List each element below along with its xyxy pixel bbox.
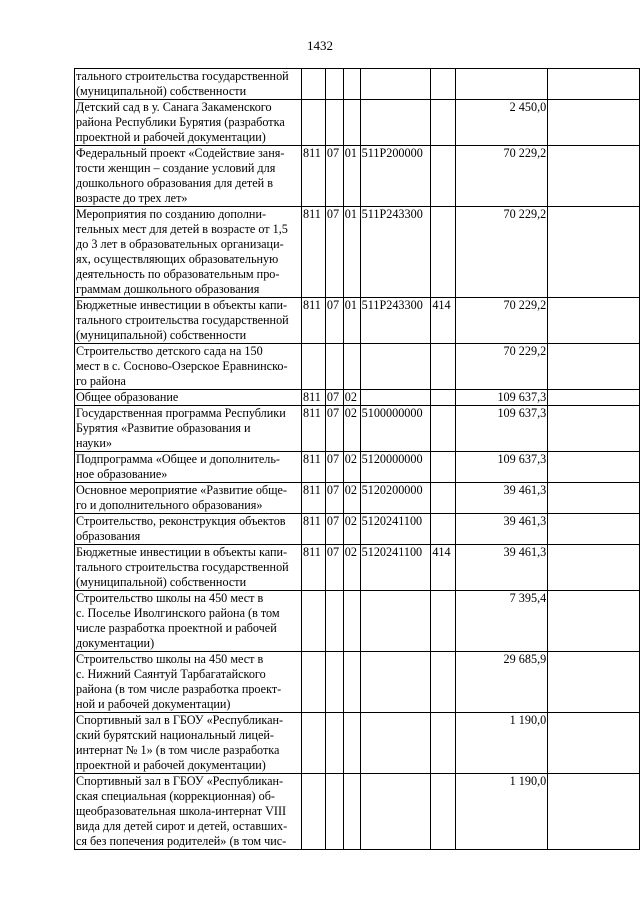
subsection-code-text: 02 xyxy=(344,406,357,420)
subsection-code-text: 02 xyxy=(344,545,357,559)
extra-column xyxy=(548,69,640,100)
extra-column xyxy=(548,100,640,146)
amount-text: 7 395,4 xyxy=(509,591,547,605)
amount xyxy=(456,100,548,146)
amount xyxy=(456,406,548,452)
section-code-text: 07 xyxy=(326,298,340,312)
section-code xyxy=(325,591,343,652)
subsection-code xyxy=(343,100,360,146)
grbs-code xyxy=(302,514,326,545)
amount-text: 39 461,3 xyxy=(503,545,547,559)
grbs-code xyxy=(302,483,326,514)
row-name xyxy=(75,298,302,344)
subsection-code-text: 01 xyxy=(344,146,357,160)
section-code xyxy=(325,344,343,390)
row-name-text: Бюджетные инвестиции в объекты капи- тального строительства государственной (муниципальной) собственности xyxy=(76,298,289,342)
expense-type-code xyxy=(431,483,456,514)
expense-type-code xyxy=(431,591,456,652)
subsection-code xyxy=(343,514,360,545)
table-row xyxy=(75,713,640,774)
extra-column xyxy=(548,207,640,298)
grbs-code-text: 811 xyxy=(303,545,321,559)
amount-text: 1 190,0 xyxy=(509,713,547,727)
amount-text: 39 461,3 xyxy=(503,483,547,497)
amount-text: 109 637,3 xyxy=(497,452,547,466)
row-name-text: Подпрограмма «Общее и дополнитель- ное образование» xyxy=(76,452,280,481)
subsection-code-text: 02 xyxy=(344,390,357,404)
row-name-text: тального строительства государственной (муниципальной) собственности xyxy=(76,69,289,98)
grbs-code xyxy=(302,100,326,146)
grbs-code xyxy=(302,713,326,774)
amount-text: 70 229,2 xyxy=(503,344,547,358)
expense-type-code xyxy=(431,774,456,850)
target-article-code-text: 5120241100 xyxy=(361,545,423,559)
row-name-text: Спортивный зал в ГБОУ «Республикан- ский бурятский национальный лицей- интернат № 1» (в том числе разработка проектной и рабочей документации) xyxy=(76,713,284,772)
subsection-code xyxy=(343,146,360,207)
subsection-code xyxy=(343,390,360,406)
amount xyxy=(456,713,548,774)
section-code-text: 07 xyxy=(326,545,340,559)
row-name-text: Основное мероприятие «Развитие обще- го и дополнительного образования» xyxy=(76,483,287,512)
amount xyxy=(456,452,548,483)
row-name xyxy=(75,207,302,298)
grbs-code xyxy=(302,207,326,298)
row-name xyxy=(75,100,302,146)
grbs-code xyxy=(302,452,326,483)
amount xyxy=(456,514,548,545)
section-code xyxy=(325,207,343,298)
amount xyxy=(456,652,548,713)
extra-column xyxy=(548,652,640,713)
grbs-code-text: 811 xyxy=(303,390,321,404)
subsection-code-text: 02 xyxy=(344,452,357,466)
row-name-text: Строительство детского сада на 150 мест в с. Сосново-Озерское Еравнинско- го района xyxy=(76,344,288,388)
subsection-code xyxy=(343,69,360,100)
table-row xyxy=(75,207,640,298)
amount-text: 29 685,9 xyxy=(503,652,547,666)
amount-text: 2 450,0 xyxy=(509,100,547,114)
row-name xyxy=(75,406,302,452)
target-article-code xyxy=(360,146,431,207)
extra-column xyxy=(548,452,640,483)
section-code xyxy=(325,545,343,591)
amount-text: 70 229,2 xyxy=(503,146,547,160)
expense-type-code xyxy=(431,713,456,774)
section-code xyxy=(325,390,343,406)
amount xyxy=(456,207,548,298)
subsection-code xyxy=(343,774,360,850)
subsection-code xyxy=(343,207,360,298)
amount xyxy=(456,390,548,406)
target-article-code-text: 5120200000 xyxy=(361,483,423,497)
grbs-code-text: 811 xyxy=(303,146,321,160)
grbs-code xyxy=(302,406,326,452)
expense-type-code xyxy=(431,69,456,100)
extra-column xyxy=(548,545,640,591)
extra-column xyxy=(548,514,640,545)
expense-type-code xyxy=(431,390,456,406)
grbs-code xyxy=(302,146,326,207)
target-article-code xyxy=(360,545,431,591)
row-name xyxy=(75,483,302,514)
target-article-code xyxy=(360,452,431,483)
section-code-text: 07 xyxy=(326,514,340,528)
expense-type-code xyxy=(431,298,456,344)
row-name xyxy=(75,652,302,713)
expense-type-code-text: 414 xyxy=(432,298,451,312)
expense-type-code-text: 414 xyxy=(432,545,451,559)
row-name-text: Мероприятия по созданию дополни- тельных мест для детей в возрасте от 1,5 до 3 лет в образовательных организаци- ях, осуществляющих образовательную деятельность по образовательным про- граммам дошкольного образования xyxy=(76,207,288,296)
section-code xyxy=(325,774,343,850)
row-name xyxy=(75,344,302,390)
row-name xyxy=(75,146,302,207)
grbs-code-text: 811 xyxy=(303,298,321,312)
row-name xyxy=(75,452,302,483)
target-article-code xyxy=(360,344,431,390)
section-code xyxy=(325,713,343,774)
extra-column xyxy=(548,390,640,406)
extra-column xyxy=(548,483,640,514)
extra-column xyxy=(548,591,640,652)
expense-type-code xyxy=(431,344,456,390)
amount xyxy=(456,69,548,100)
target-article-code-text: 5120241100 xyxy=(361,514,423,528)
table-body xyxy=(75,69,640,850)
amount-text: 109 637,3 xyxy=(497,406,547,420)
table-row xyxy=(75,406,640,452)
grbs-code-text: 811 xyxy=(303,207,321,221)
amount xyxy=(456,774,548,850)
grbs-code-text: 811 xyxy=(303,452,321,466)
row-name-text: Строительство школы на 450 мест в с. Нижний Саянтуй Тарбагатайского района (в том числе разработка проект- ной и рабочей документации) xyxy=(76,652,282,711)
amount-text: 70 229,2 xyxy=(503,298,547,312)
row-name xyxy=(75,713,302,774)
target-article-code xyxy=(360,652,431,713)
amount xyxy=(456,146,548,207)
amount xyxy=(456,545,548,591)
target-article-code-text: 511P200000 xyxy=(361,146,423,160)
target-article-code xyxy=(360,298,431,344)
section-code xyxy=(325,69,343,100)
row-name-text: Государственная программа Республики Бурятия «Развитие образования и науки» xyxy=(76,406,286,450)
row-name xyxy=(75,390,302,406)
page-number: 1432 xyxy=(307,38,333,53)
subsection-code xyxy=(343,406,360,452)
target-article-code-text: 5100000000 xyxy=(361,406,423,420)
row-name-text: Детский сад в у. Санага Закаменского района Республики Бурятия (разработка проектной и рабочей документации) xyxy=(76,100,285,144)
extra-column xyxy=(548,406,640,452)
grbs-code xyxy=(302,545,326,591)
section-code-text: 07 xyxy=(326,406,340,420)
grbs-code xyxy=(302,69,326,100)
target-article-code xyxy=(360,207,431,298)
grbs-code-text: 811 xyxy=(303,406,321,420)
table-row xyxy=(75,100,640,146)
extra-column xyxy=(548,298,640,344)
section-code xyxy=(325,483,343,514)
expense-type-code xyxy=(431,652,456,713)
extra-column xyxy=(548,774,640,850)
row-name-text: Общее образование xyxy=(76,390,179,404)
row-name xyxy=(75,514,302,545)
subsection-code-text: 02 xyxy=(344,483,357,497)
subsection-code-text: 01 xyxy=(344,298,357,312)
grbs-code-text: 811 xyxy=(303,514,321,528)
target-article-code-text: 5120000000 xyxy=(361,452,423,466)
target-article-code xyxy=(360,514,431,545)
table-row xyxy=(75,591,640,652)
section-code xyxy=(325,514,343,545)
target-article-code xyxy=(360,774,431,850)
subsection-code-text: 02 xyxy=(344,514,357,528)
subsection-code xyxy=(343,713,360,774)
target-article-code xyxy=(360,69,431,100)
subsection-code xyxy=(343,483,360,514)
target-article-code xyxy=(360,390,431,406)
amount-text: 109 637,3 xyxy=(497,390,547,404)
row-name-text: Строительство школы на 450 мест в с. Поселье Иволгинского района (в том числе разработка проектной и рабочей документации) xyxy=(76,591,280,650)
amount-text: 70 229,2 xyxy=(503,207,547,221)
grbs-code xyxy=(302,344,326,390)
amount xyxy=(456,591,548,652)
section-code xyxy=(325,452,343,483)
extra-column xyxy=(548,344,640,390)
row-name xyxy=(75,69,302,100)
table-row xyxy=(75,514,640,545)
subsection-code xyxy=(343,545,360,591)
grbs-code xyxy=(302,390,326,406)
target-article-code-text: 511P243300 xyxy=(361,207,423,221)
subsection-code xyxy=(343,452,360,483)
table-row xyxy=(75,652,640,713)
grbs-code xyxy=(302,652,326,713)
amount-text: 39 461,3 xyxy=(503,514,547,528)
table-row xyxy=(75,146,640,207)
expense-type-code xyxy=(431,146,456,207)
target-article-code xyxy=(360,406,431,452)
table-row xyxy=(75,452,640,483)
row-name-text: Федеральный проект «Содействие заня- тости женщин – создание условий для дошкольного образования для детей в возрасте до трех лет» xyxy=(76,146,285,205)
expense-type-code xyxy=(431,100,456,146)
table-row xyxy=(75,344,640,390)
expense-type-code xyxy=(431,207,456,298)
amount xyxy=(456,298,548,344)
section-code xyxy=(325,298,343,344)
amount xyxy=(456,344,548,390)
row-name-text: Бюджетные инвестиции в объекты капи- тального строительства государственной (муниципальной) собственности xyxy=(76,545,289,589)
amount xyxy=(456,483,548,514)
row-name xyxy=(75,591,302,652)
target-article-code xyxy=(360,483,431,514)
subsection-code xyxy=(343,298,360,344)
section-code-text: 07 xyxy=(326,146,340,160)
row-name-text: Строительство, реконструкция объектов образования xyxy=(76,514,286,543)
table-row xyxy=(75,545,640,591)
target-article-code xyxy=(360,100,431,146)
target-article-code xyxy=(360,713,431,774)
grbs-code xyxy=(302,591,326,652)
section-code-text: 07 xyxy=(326,207,340,221)
section-code-text: 07 xyxy=(326,390,340,404)
subsection-code xyxy=(343,652,360,713)
expense-type-code xyxy=(431,406,456,452)
table-row xyxy=(75,774,640,850)
grbs-code xyxy=(302,774,326,850)
subsection-code-text: 01 xyxy=(344,207,357,221)
extra-column xyxy=(548,146,640,207)
section-code xyxy=(325,652,343,713)
section-code-text: 07 xyxy=(326,452,340,466)
grbs-code xyxy=(302,298,326,344)
section-code-text: 07 xyxy=(326,483,340,497)
table-row xyxy=(75,390,640,406)
extra-column xyxy=(548,713,640,774)
target-article-code-text: 511P243300 xyxy=(361,298,423,312)
row-name xyxy=(75,545,302,591)
amount-text: 1 190,0 xyxy=(509,774,547,788)
subsection-code xyxy=(343,344,360,390)
table-row xyxy=(75,69,640,100)
row-name xyxy=(75,774,302,850)
expense-type-code xyxy=(431,452,456,483)
row-name-text: Спортивный зал в ГБОУ «Республикан- ская специальная (коррекционная) об- щеобразовательная школа-интернат VIII вида для детей сирот и детей, оставших- ся без попечения родителей» (в том чис- xyxy=(76,774,288,848)
section-code xyxy=(325,406,343,452)
expense-type-code xyxy=(431,514,456,545)
grbs-code-text: 811 xyxy=(303,483,321,497)
target-article-code xyxy=(360,591,431,652)
table-row xyxy=(75,483,640,514)
budget-table xyxy=(74,68,640,850)
table-row xyxy=(75,298,640,344)
subsection-code xyxy=(343,591,360,652)
section-code xyxy=(325,146,343,207)
expense-type-code xyxy=(431,545,456,591)
section-code xyxy=(325,100,343,146)
